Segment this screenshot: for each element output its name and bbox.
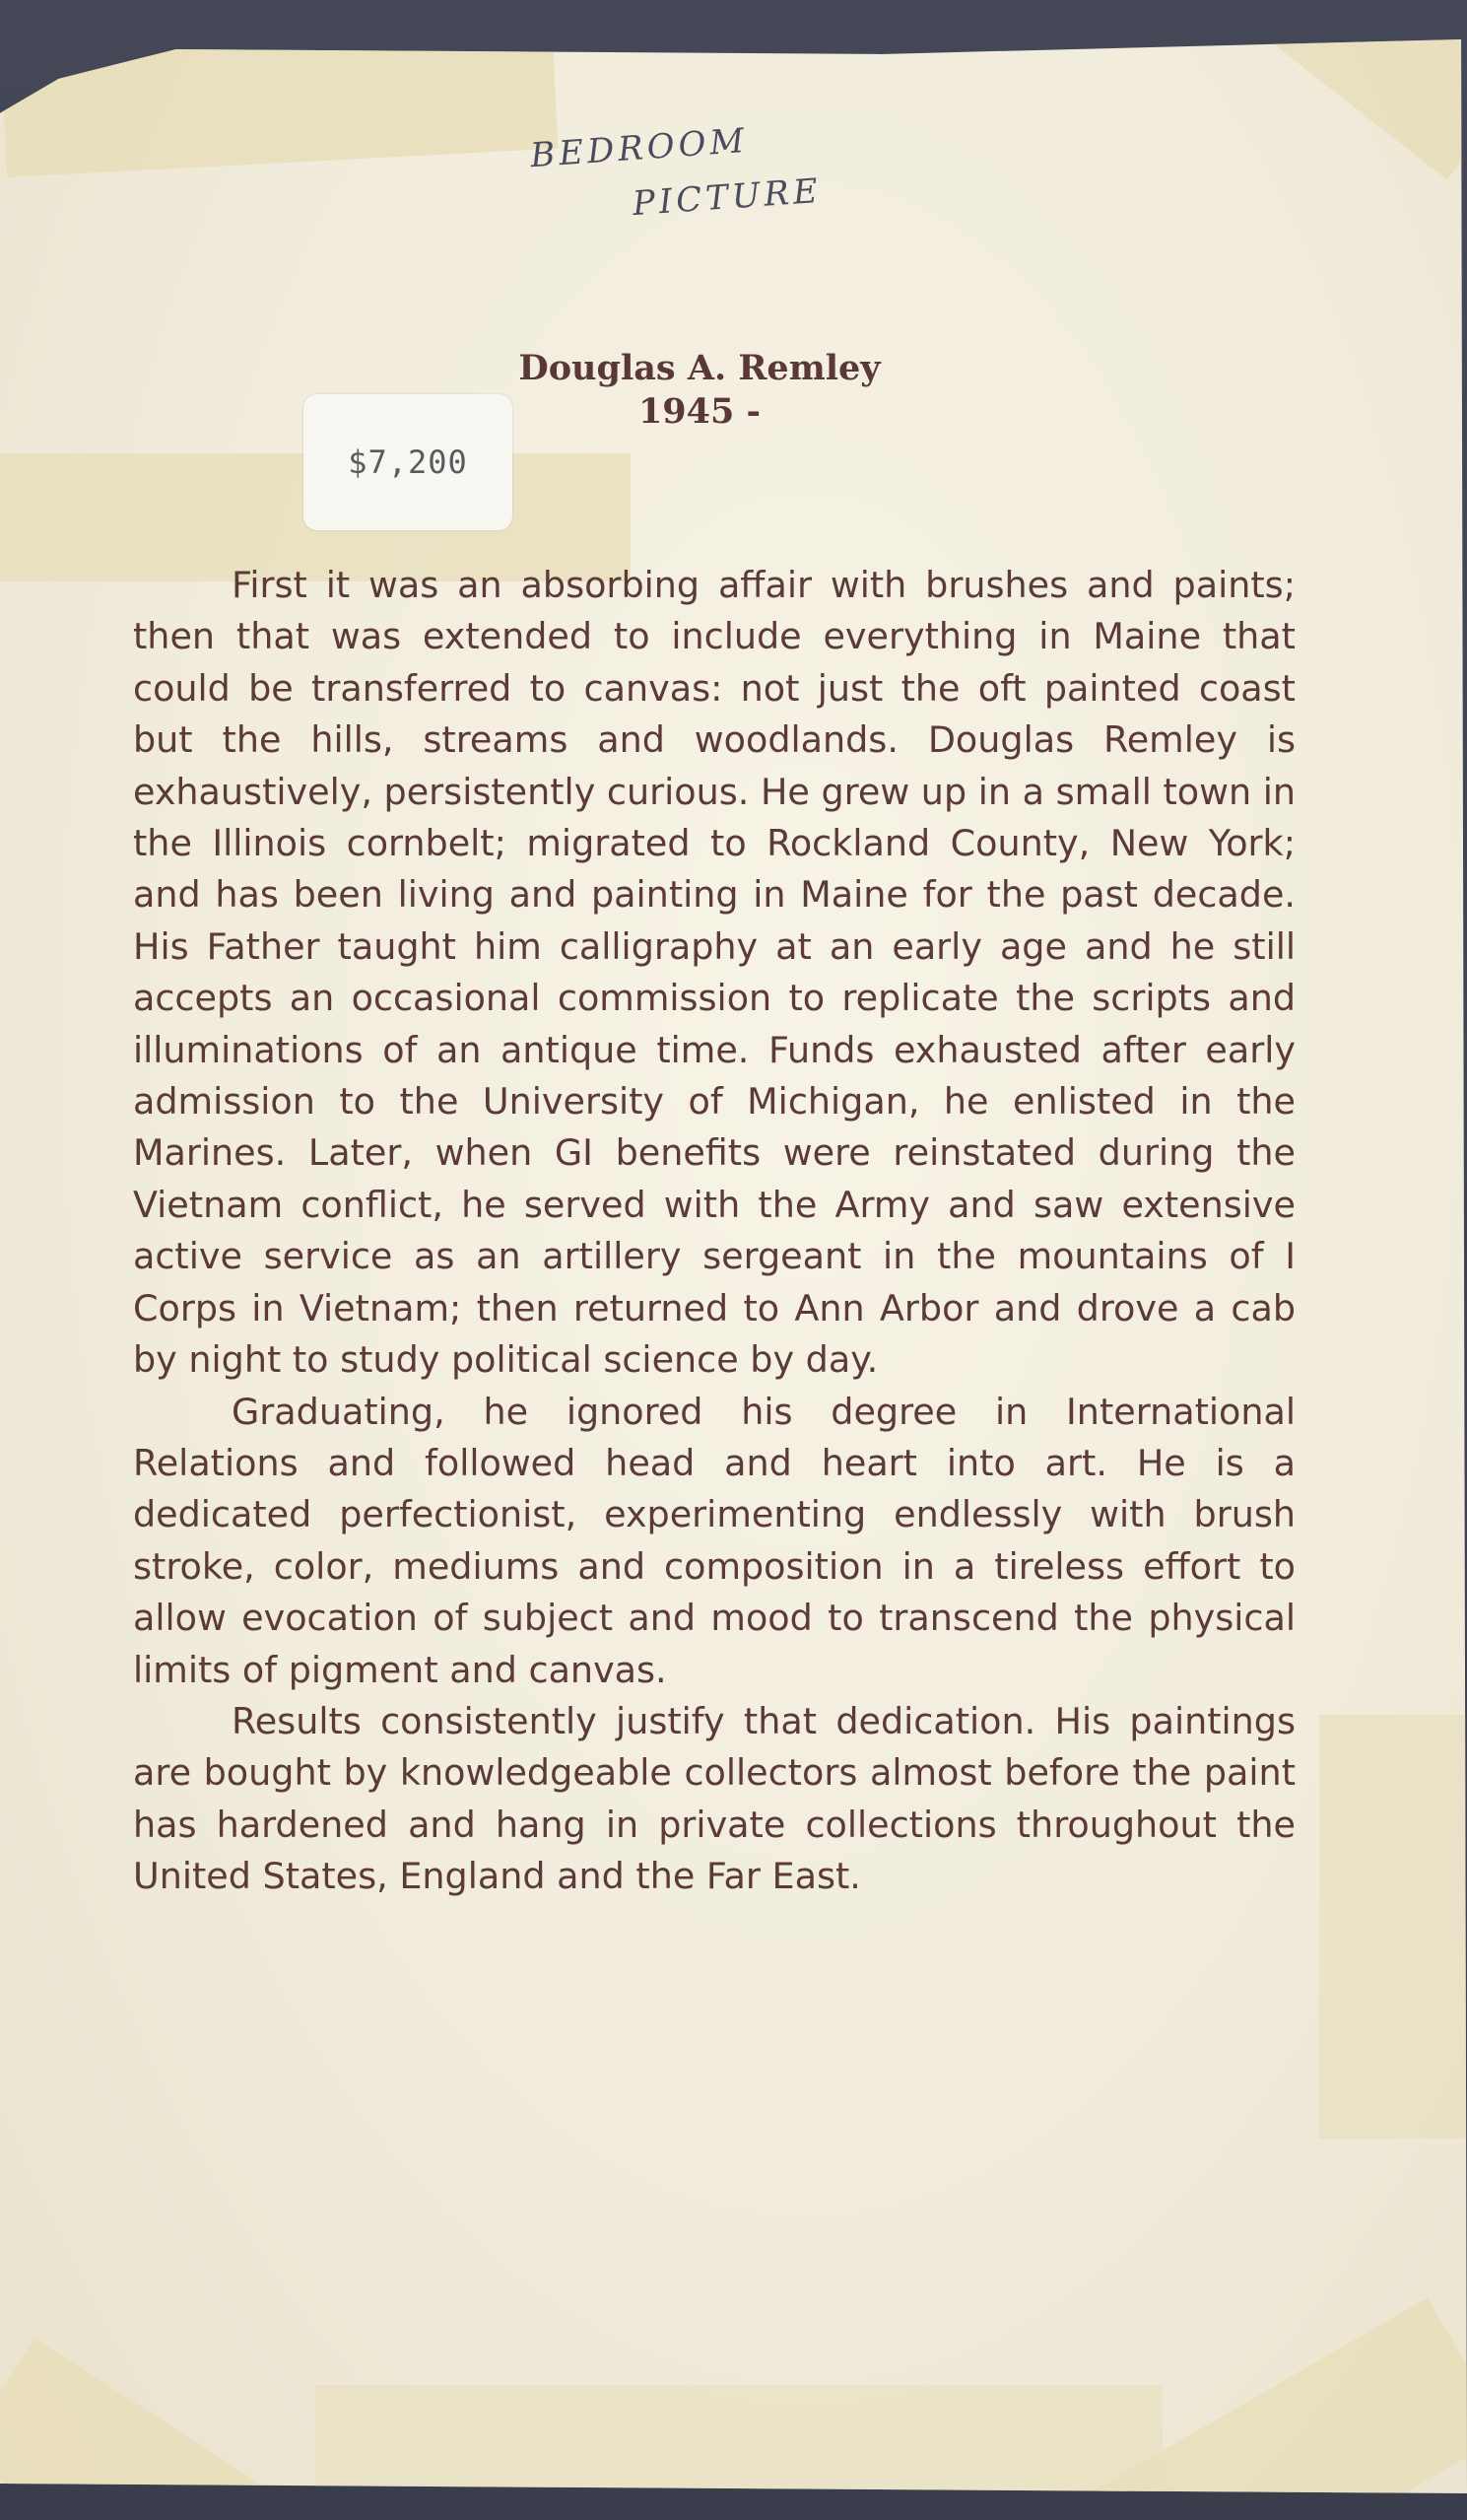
artist-heading <box>463 347 936 434</box>
handwritten-note-line2: PICTURE <box>631 170 824 225</box>
price-sticker <box>303 394 512 530</box>
biography-paragraph: Results consistently justify that dedication. His paintings are bought by knowledgeable collectors almost before the paint has hardened and hang in private collections throughout the United States, England and the Far East. <box>133 1699 1296 1898</box>
artist-years: 1945 - <box>637 391 762 432</box>
tape-strip <box>315 2385 1163 2493</box>
biography-paragraph: First it was an absorbing affair with brushes and paints; then that was extended to include everything in Maine that could be transferred to canvas: not just the oft painted coast but the hills, streams and woodlands. Douglas Remley is exhaustively, persistently curious. He grew up in a small town in the Illinois cornbelt; migrated to Rockland County, New York; and has been living and painting in Maine for the past decade. His Father taught him calligraphy at an early age and he still accepts an occasional commission to replicate the scripts and illuminations of an antique time. Funds exhausted after early admission to the University of Michigan, he enlisted in the Marines. Later, when GI benefits were reinstated during the Vietnam conflict, he served with the Army and saw extensive active service as an artillery sergeant in the mountains of I Corps in Vietnam; then returned to Ann Arbor and drove a cab by night to study political science by day. <box>133 564 1296 1382</box>
handwritten-note <box>528 108 823 238</box>
tape-strip <box>1319 1715 1467 2139</box>
artist-name: Douglas A. Remley <box>518 348 881 388</box>
tape-strip <box>0 11 559 177</box>
price-label: $7,200 <box>348 443 468 481</box>
biography-text <box>133 560 1296 1903</box>
handwritten-note-line1: BEDROOM <box>529 120 750 176</box>
biography-paragraph: Graduating, he ignored his degree in International Relations and followed head and heart into art. He is a dedicated perfectionist, experimenting endlessly with brush stroke, color, mediums and composition in a tireless effort to allow evocation of subject and mood to transcend the physical limits of pigment and canvas. <box>133 1390 1296 1691</box>
tape-strip <box>1043 0 1467 179</box>
